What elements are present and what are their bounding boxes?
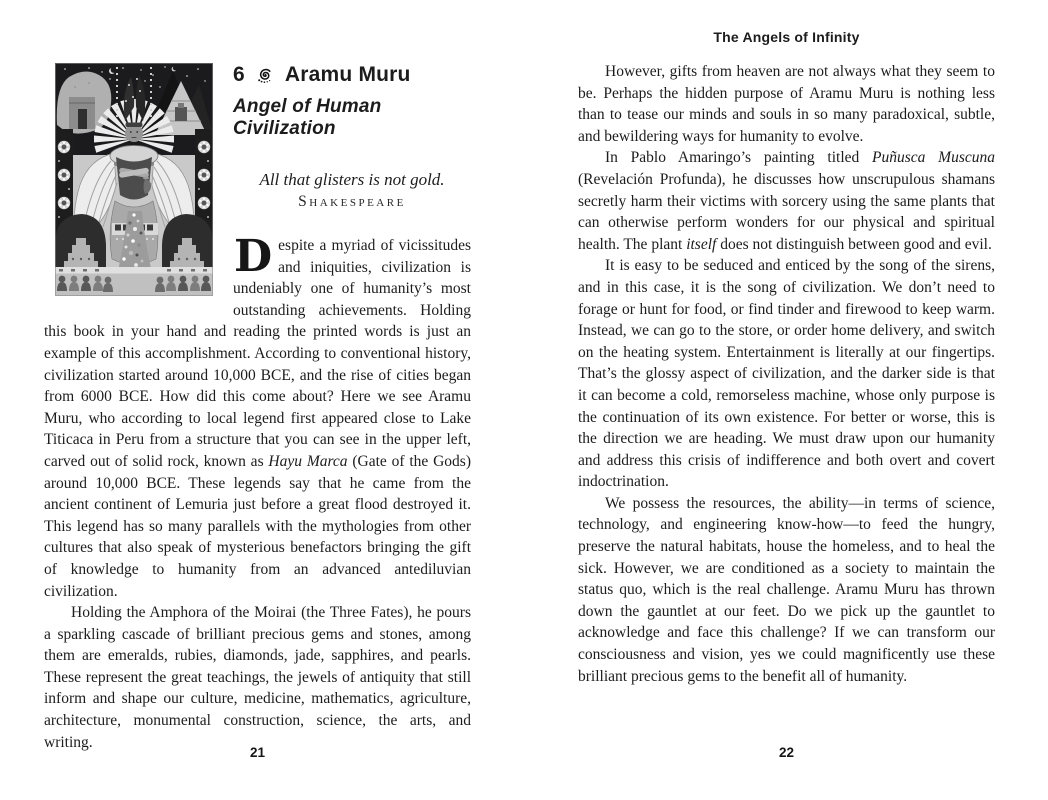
body-paragraph: It is easy to be seduced and enticed by the song of the sirens, and in this case, it is the song of civilization. We don’t need to forage or hunt for food, or find tinder and firewood to keep warm. Instead, we can go to the store, or order home delivery, and switch on the heating system. Entertainment is literally at our fingertips. That’s the glossy aspect of civilization, and the darker side is that it can become a cold, remorseless machine, whose only purpose is the continuation of its own existence. For better or worse, this is the direction we are heading. We must draw upon our humanity and address this crisis of indifference and both overt and covert indoctrination. — [578, 257, 995, 491]
body-paragraph: Holding the Amphora of the Moirai (the Three Fates), he pours a sparkling cascade of brilliant precious gems and stones, among them are emeralds, rubies, diamonds, jade, sapphires, and pearls. These represent the great teachings, the jewels of antiquity that still inform and shape our culture, medicine, mathematics, agriculture, architecture, monumental construction, science, the arts, and writing. — [44, 604, 471, 751]
page-right — [578, 29, 995, 687]
page-number-right: 22 — [778, 745, 795, 760]
aramu-muru-painting-image — [55, 63, 213, 296]
right-page-paragraphs — [578, 61, 995, 687]
chapter-title: Aramu Muru — [284, 63, 411, 86]
page-number-left: 21 — [249, 745, 266, 760]
paragraph-text: espite a myriad of vicissitudes and iniquities, civilization is undeniably one of humanity’s most outstanding achievements. Holding this book in your hand and reading the printed words is just an example of this accomplishment. According to conventional history, civilization started around 10,000 BCE, and the rise of cities began from 6000 BCE. How did this come about? Here we see Aramu Muru, who according to local legend first appeared close to Lake Titicaca in Peru from a structure that you can see in the upper left, carved out of solid rock, known as Hayu Marca (Gate of the Gods) around 10,000 BCE. These legends say that he came from the ancient continent of Lemuria just before a great flood destroyed it. This legend has so many parallels with the mythologies from other cultures that also speak of mysterious benefactors bringing the gift of knowledge to humanity from an advanced antediluvian civilization. — [44, 237, 471, 600]
drop-cap: D — [234, 231, 273, 282]
chapter-heading — [233, 63, 471, 87]
chapter-subtitle: Angel of Human Civilization — [233, 96, 382, 139]
body-paragraph: In Pablo Amaringo’s painting titled Puñusca Muscuna (Revelación Profunda), he discusses how unscrupulous shamans secretly harm their victims with sorcery using the same plants that can otherwise perform wonders for our physical and spiritual health. The plant itself does not distinguish between good and evil. — [578, 149, 995, 253]
chapter-illustration — [55, 63, 213, 296]
page-left — [44, 61, 471, 753]
spiral-icon — [254, 64, 276, 86]
chapter-number: 6 — [233, 63, 245, 86]
epigraph-attribution: Shakespeare — [298, 193, 406, 210]
epigraph-quote: All that glisters is not gold. — [259, 170, 445, 189]
body-paragraph: We possess the resources, the ability—in terms of science, technology, and engineering know-how—to feed the hungry, preserve the natural habitats, house the homeless, and to heal the sick. However, we are conditioned as a society to maintain the status quo, which is the real challenge. Aramu Muru has thrown down the gauntlet at our feet. Do we pick up the gauntlet to acknowledge and face this challenge? If we can transform our consciousness and vision, yes we could magnificently use these brilliant precious gems to the benefit all of humanity. — [578, 494, 995, 685]
running-head: The Angels of Infinity — [713, 29, 860, 45]
body-paragraph: However, gifts from heaven are not always what they seem to be. Perhaps the hidden purpose of Aramu Muru is nothing less than to tease our minds and souls in so many paradoxical, subtle, and bewildering ways for humanity to evolve. — [578, 63, 995, 145]
